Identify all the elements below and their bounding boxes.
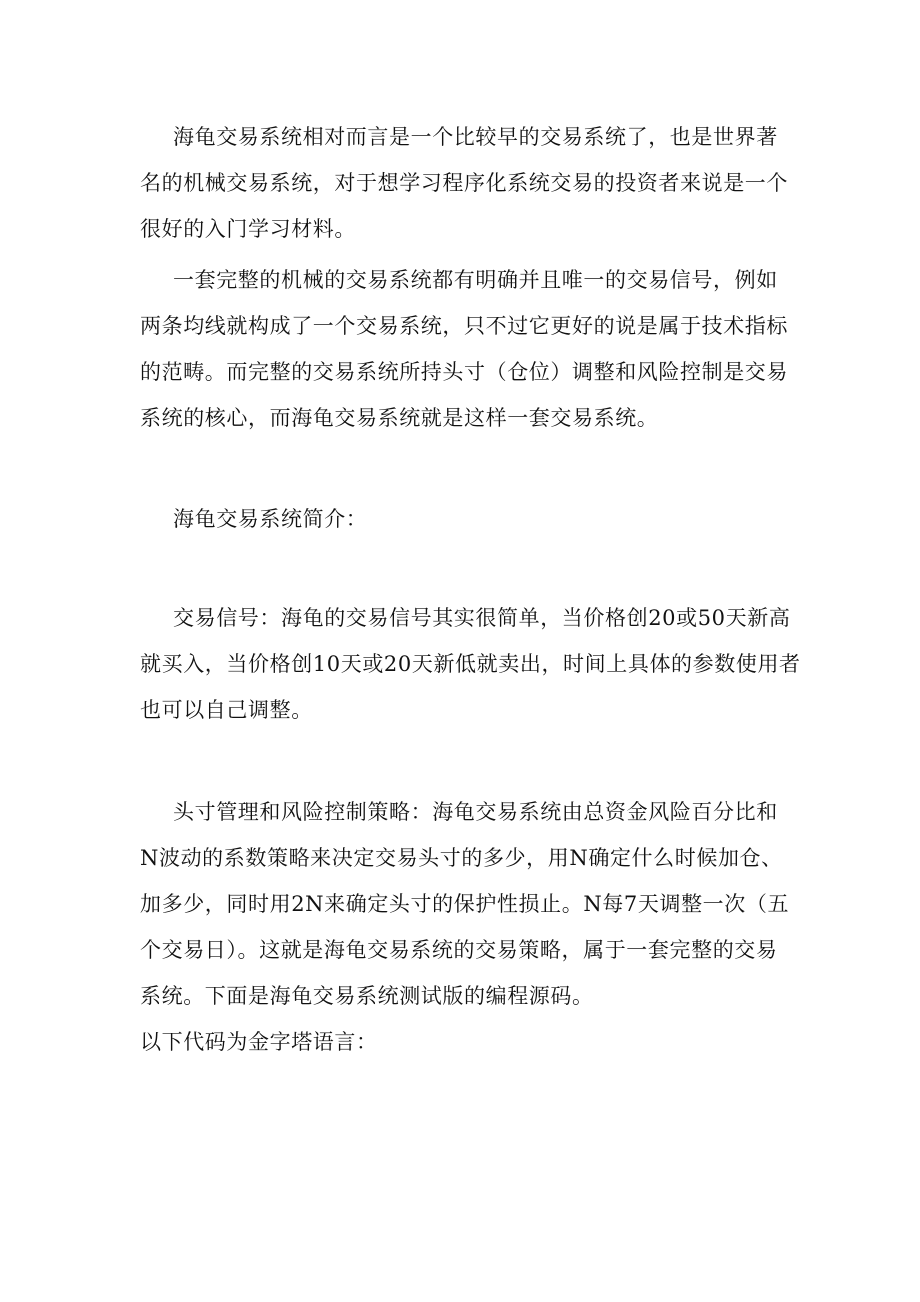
paragraph-1-line-3: 很好的入门学习材料。 <box>140 217 356 241</box>
paragraph-trading-signal-line-2: 就买入，当价格创10天或20天新低就卖出，时间上具体的参数使用者 <box>140 652 801 676</box>
paragraph-2-line-3: 的范畴。而完整的交易系统所持头寸（仓位）调整和风险控制是交易 <box>140 360 788 384</box>
paragraph-trading-signal-line-1: 交易信号：海龟的交易信号其实很简单，当价格创20或50天新高 <box>173 606 791 630</box>
paragraph-2-line-2: 两条均线就构成了一个交易系统，只不过它更好的说是属于技术指标 <box>140 314 788 338</box>
paragraph-position-risk-line-4: 个交易日）。这就是海龟交易系统的交易策略，属于一套完整的交易 <box>140 938 778 962</box>
paragraph-position-risk-line-3: 加多少，同时用2N来确定头寸的保护性损止。N每7天调整一次（五 <box>140 892 790 916</box>
paragraph-trading-signal-line-3: 也可以自己调整。 <box>140 698 313 722</box>
paragraph-1-line-2: 名的机械交易系统，对于想学习程序化系统交易的投资者来说是一个 <box>140 171 788 195</box>
paragraph-position-risk-line-1: 头寸管理和风险控制策略：海龟交易系统由总资金风险百分比和 <box>173 800 778 824</box>
paragraph-1-line-1: 海龟交易系统相对而言是一个比较早的交易系统了，也是世界著 <box>173 125 778 149</box>
section-title-turtle-intro: 海龟交易系统简介： <box>173 507 368 531</box>
code-language-note: 以下代码为金字塔语言： <box>140 1030 378 1054</box>
paragraph-2-line-4: 系统的核心，而海龟交易系统就是这样一套交易系统。 <box>140 406 659 430</box>
paragraph-position-risk-line-2: N波动的系数策略来决定交易头寸的多少，用N确定什么时候加仓、 <box>140 846 783 870</box>
paragraph-position-risk-line-5: 系统。下面是海龟交易系统测试版的编程源码。 <box>140 984 594 1008</box>
paragraph-2-line-1: 一套完整的机械的交易系统都有明确并且唯一的交易信号，例如 <box>173 268 778 292</box>
